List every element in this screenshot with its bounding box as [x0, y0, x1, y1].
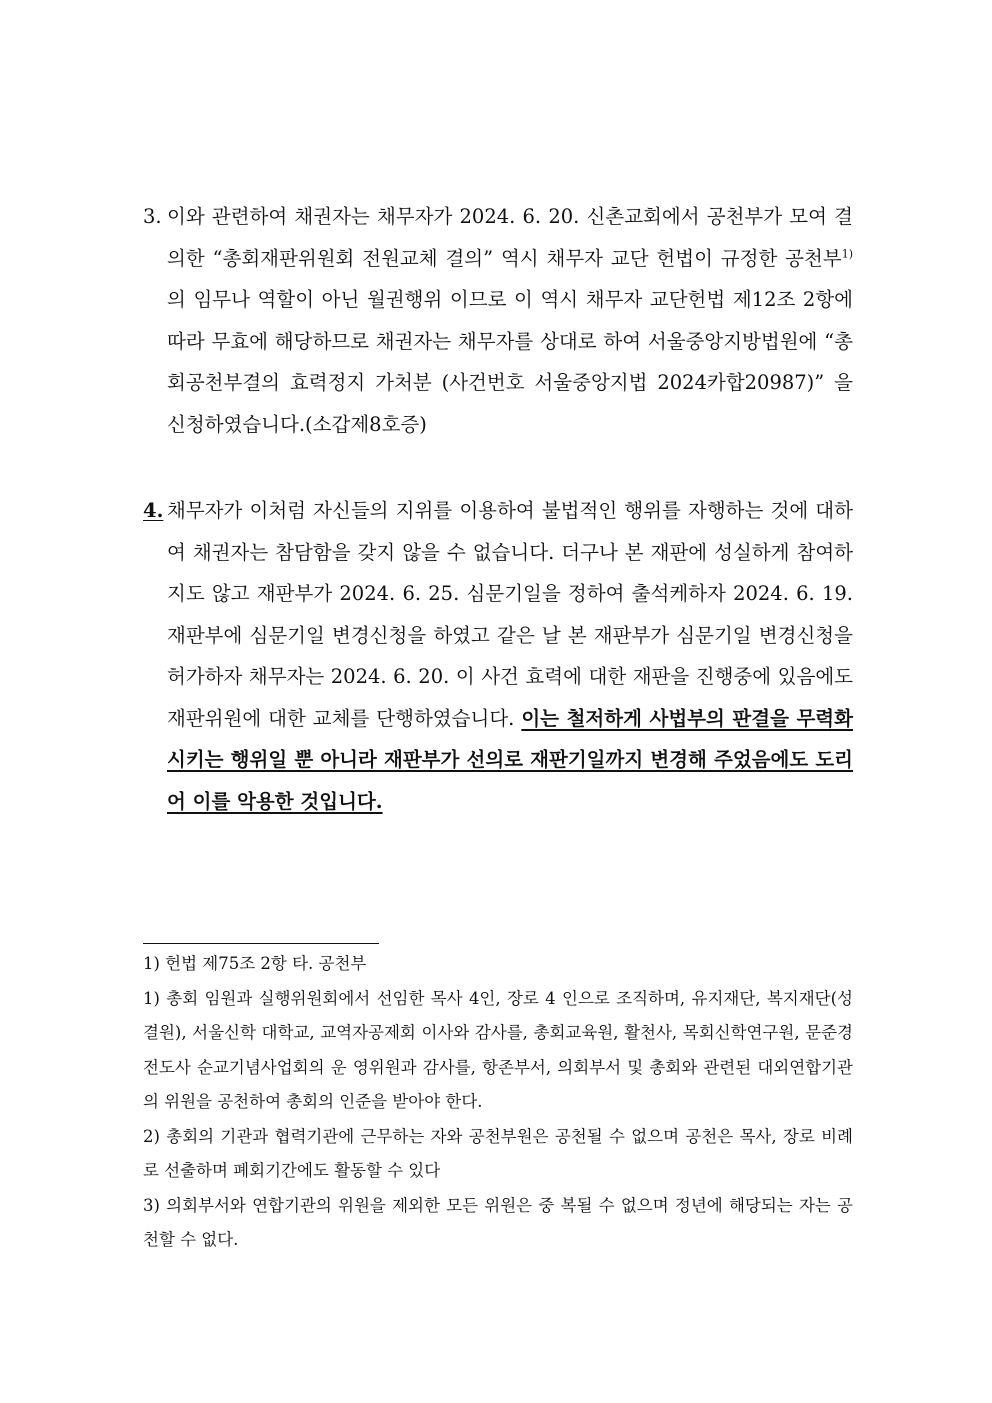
paragraph-number: 4.	[143, 499, 164, 522]
footnote-item-3: 3) 의회부서와 연합기관의 위원을 제외한 모든 위원은 중 복될 수 없으며 정년에 해당되는 자는 공천할 수 없다.	[143, 1195, 853, 1249]
paragraph-text-part-a: 이와 관련하여 채권자는 채무자가 2024. 6. 20. 신촌교회에서 공천부가 모여 결의한 “총회재판위원회 전원교체 결의” 역시 채무자 교단 헌법이 규정한 공천부	[167, 205, 853, 270]
footnote-item-1: 1) 총회 임원과 실행위원회에서 선임한 목사 4인, 장로 4 인으로 조직하며, 유지재단, 복지재단(성결원), 서울신학 대학교, 교역자공제회 이사와 감사를, 총회교육원, 활천사, 목회신학연구원, 문준경전도사 순교기념사업회의 운 영위원과 감사를, 항존부서, 의회부서 및 총회와 관련된 대외연합기관의 위원을 공천하여 총회의 인준을 받아야 한다.	[143, 988, 853, 1111]
footnote-item-2: 2) 총회의 기관과 협력기관에 근무하는 자와 공천부원은 공천될 수 없으며 공천은 목사, 장로 비례로 선출하며 폐회기간에도 활동할 수 있다	[143, 1126, 853, 1180]
paragraph-4	[143, 490, 853, 822]
paragraph-text	[167, 490, 853, 822]
paragraph-text-part-b: 의 임무나 역할이 아닌 월권행위 이므로 이 역시 채무자 교단헌법 제12조 2항에 따라 무효에 해당하므로 채권자는 채무자를 상대로 하여 서울중앙지방법원에 “총회공천부결의 효력정지 가처분 (사건번호 서울중앙지법 2024카합20987)” 을 신청하였습니다.(소갑제8호증)	[167, 288, 853, 436]
emphasized-statement: 이는 철저하게 사법부의 판결을 무력화 시키는 행위일 뿐 아니라 재판부가 선의로 재판기일까지 변경해 주었음에도 도리어 이를 악용한 것입니다.	[167, 706, 853, 813]
paragraph-text	[167, 196, 853, 445]
footnote-divider	[143, 943, 379, 944]
footnotes	[143, 947, 853, 1258]
paragraph-3	[143, 196, 853, 445]
paragraph-body: 채무자가 이처럼 자신들의 지위를 이용하여 불법적인 행위를 자행하는 것에 대하여 채권자는 참담함을 갖지 않을 수 없습니다. 더구나 본 재판에 성실하게 참여하지도 않고 재판부가 2024. 6. 25. 심문기일을 정하여 출석케하자 2024. 6. 19. 재판부에 심문기일 변경신청을 하였고 같은 날 본 재판부가 심문기일 변경신청을 허가하자 채무자는 2024. 6. 20. 이 사건 효력에 대한 재판을 진행중에 있음에도 재판위원에 대한 교체를 단행하였습니다.	[167, 499, 853, 730]
paragraph-number: 3.	[143, 205, 162, 228]
footnote-reference: 1)	[841, 247, 853, 260]
footnote-title: 1) 헌법 제75조 2항 타. 공천부	[143, 954, 367, 973]
